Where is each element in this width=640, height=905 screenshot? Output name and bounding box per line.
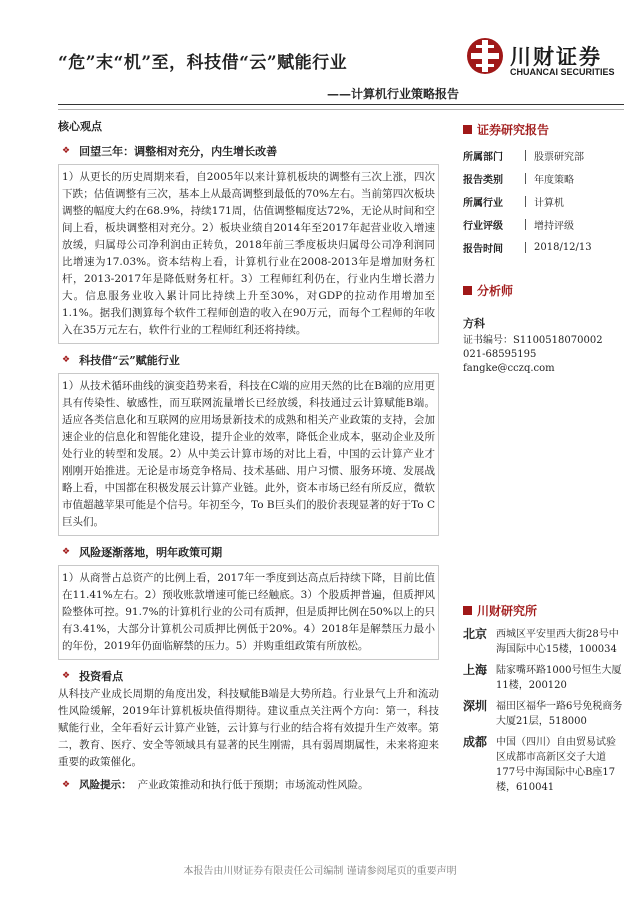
city-address: 中国（四川）自由贸易试验区成都市高新区交子大道177号中海国际中心B座17楼，610041 [496, 737, 616, 793]
analyst-phone: 021-68595195 [463, 349, 537, 360]
city-name: 成都 [463, 735, 488, 749]
info-value: 计算机 [534, 198, 564, 209]
info-value: 年度策略 [534, 175, 574, 186]
diamond-bullet-icon: ❖ [62, 354, 71, 365]
report-title: “危”末“机”至，科技借“云”赋能行业 [58, 53, 348, 73]
info-row-rating [463, 213, 625, 236]
section-risk-policy [58, 542, 439, 660]
info-value: 2018/12/13 [534, 242, 592, 253]
page-footer: 本报告由川财证券有限责任公司编制 谨请参阅尾页的重要声明 [183, 866, 457, 877]
logo-english-name: CHUANCAI SECURITIES [510, 67, 615, 77]
city-address: 西城区平安里西大街28号中海国际中心15楼，100034 [496, 629, 619, 655]
info-row-date [463, 236, 625, 259]
diamond-bullet-icon: ❖ [62, 780, 71, 790]
section-paragraph: 1）从商誉占总资产的比例上看，2017年一季度到达高点后持续下降，目前比值在11.41%左右。2）预收账款增速可能已经触底。3）个股质押普遍，但质押风险整体可控。91.7%的计算机行业的公司有质押，但是质押比例在50%以上的只有3.41%，大部分计算机公司质押比例低于20%。4）2018年是解禁压力最小的年份，2019年仍面临解禁的压力。5）并购重组政策有所放松。 [62, 572, 435, 652]
info-row-industry [463, 190, 625, 213]
square-bullet-icon [463, 286, 472, 295]
analyst-cert: 证书编号：S1100518070002 [463, 335, 603, 346]
report-info-heading [463, 120, 625, 138]
info-key: 所属部门 [463, 152, 503, 163]
address-list [463, 627, 625, 795]
address-shenzhen [463, 699, 625, 729]
header-divider [58, 104, 624, 105]
info-value: 股票研究部 [534, 152, 584, 163]
section-body-box [58, 565, 439, 660]
info-row-department [463, 144, 625, 167]
section-paragraph: 从科技产业成长周期的角度出发，科技赋能B端是大势所趋。行业景气上升和流动性风险缓解，2019年计算机板块值得期待。建议重点关注两个方向：第一，科技赋能行业，全年看好云计算产业链，云计算与行业的结合将有效提升生产效率。第二，教育、医疗、安全等领域具有显著的民生刚需，具有弱周期属性，未来将迎来重要的政策催化。 [58, 688, 439, 768]
address-chengdu [463, 735, 625, 795]
diamond-bullet-icon: ❖ [62, 670, 71, 681]
section-cloud [58, 350, 439, 536]
section-heading-text: 科技借“云”赋能行业 [79, 353, 180, 367]
section-investment [58, 666, 439, 771]
square-bullet-icon [463, 125, 472, 134]
address-shanghai [463, 663, 625, 693]
diamond-bullet-icon: ❖ [62, 145, 71, 156]
analyst-name: 方科 [463, 317, 485, 330]
section-heading [58, 350, 439, 370]
section-heading-text: 投资看点 [79, 669, 124, 683]
city-address: 陆家嘴环路1000号恒生大厦11楼，200120 [496, 665, 622, 691]
section-heading-text: 风险逐渐落地，明年政策可期 [79, 545, 223, 559]
research-heading-text: 川财研究所 [477, 603, 538, 618]
section-body-box [58, 164, 439, 344]
info-separator [525, 173, 526, 184]
analyst-heading-text: 分析师 [477, 283, 514, 298]
core-views-title: 核心观点 [58, 120, 102, 133]
city-name: 深圳 [463, 699, 488, 713]
analyst-info [463, 317, 625, 376]
section-paragraph: 1）从更长的历史周期来看，自2005年以来计算机板块的调整有三次上涨，四次下跌；估值调整有三次，基本上从最高调整到最低的70%左右。当前第四次板块调整的幅度大约在68.9%，持续171周，估值调整幅度达72%，无论从时间和空间上看，板块调整相对充分。2）板块业绩自2014年至2017年起营业收入增速放缓，归属母公司净利润由正转负，2018年前三季度板块归属母公司净利润同比增速为17.03%。资本结构上看，计算机行业在2008-2013年是增加财务杠杆，2013-2017年是降低财务杠杆。3）工程师红利仍在，行业内生增长潜力大。信息服务业收入累计同比持续上升至30%，对GDP的拉动作用增加至1.1%。据我们测算每个软件工程师创造的收入在90万元，而每个工程师的年收入在35万元左右，软件行业的工程师红利还将持续。 [62, 171, 435, 336]
info-separator [525, 150, 526, 161]
info-separator [525, 196, 526, 207]
info-value: 增持评级 [534, 221, 574, 232]
section-heading [58, 141, 439, 161]
diamond-bullet-icon: ❖ [62, 546, 71, 557]
analyst-email: fangke@cczq.com [463, 363, 555, 374]
info-key: 报告时间 [463, 244, 503, 255]
section-heading-text: 回望三年：调整相对充分，内生增长改善 [79, 144, 278, 158]
risk-label: 风险提示： [79, 779, 132, 791]
section-heading [58, 542, 439, 562]
logo-mark-icon [467, 38, 503, 74]
section-review [58, 141, 439, 344]
info-key: 所属行业 [463, 198, 503, 209]
analyst-heading [463, 281, 625, 299]
sidebar [463, 120, 625, 801]
logo-name: 川财证券 [510, 45, 602, 69]
section-paragraph: 1）从技术循环曲线的演变趋势来看，科技在C端的应用天然的比在B端的应用更具有传染性、敏感性，而互联网流量增长已经放缓，科技通过云计算赋能B端。适应各类信息化和互联网的应用场景新技术的成熟和相关产业政策的支持，会加速企业的信息化和智能化建设，提升企业的效率，降低企业成本，驱动企业及所处行业的转型和发展。2）从中美云计算市场的对比上看，中国的云计算产业才刚刚开始推进。无论是市场竞争格局、技术基础、用户习惯、服务环境、发展战略上看，中国都在积极发展云计算产业链。此外，资本市场已经有所反应，微软市值超越苹果可能是个信号。年初至今，To B巨头们的股价表现显著的好于To C巨头们。 [62, 380, 435, 528]
report-info-list [463, 144, 625, 259]
city-address: 福田区福华一路6号免税商务大厦21层，518000 [496, 701, 623, 727]
research-heading [463, 601, 625, 619]
section-heading [58, 666, 439, 686]
address-beijing [463, 627, 625, 657]
info-separator [525, 242, 526, 253]
section-body-box [58, 373, 439, 536]
info-row-category [463, 167, 625, 190]
report-info-heading-text: 证券研究报告 [477, 122, 550, 137]
header-divider-thin [58, 109, 624, 110]
report-subtitle: ——计算机行业策略报告 [327, 87, 460, 101]
square-bullet-icon [463, 606, 472, 615]
info-key: 行业评级 [463, 221, 503, 232]
info-separator [525, 219, 526, 230]
info-key: 报告类别 [463, 175, 503, 186]
risk-warning [58, 777, 439, 794]
city-name: 上海 [463, 663, 488, 677]
risk-text: 产业政策推动和执行低于预期；市场流动性风险。 [137, 779, 369, 791]
section-body [58, 686, 439, 771]
city-name: 北京 [463, 627, 488, 641]
main-content [58, 118, 439, 794]
